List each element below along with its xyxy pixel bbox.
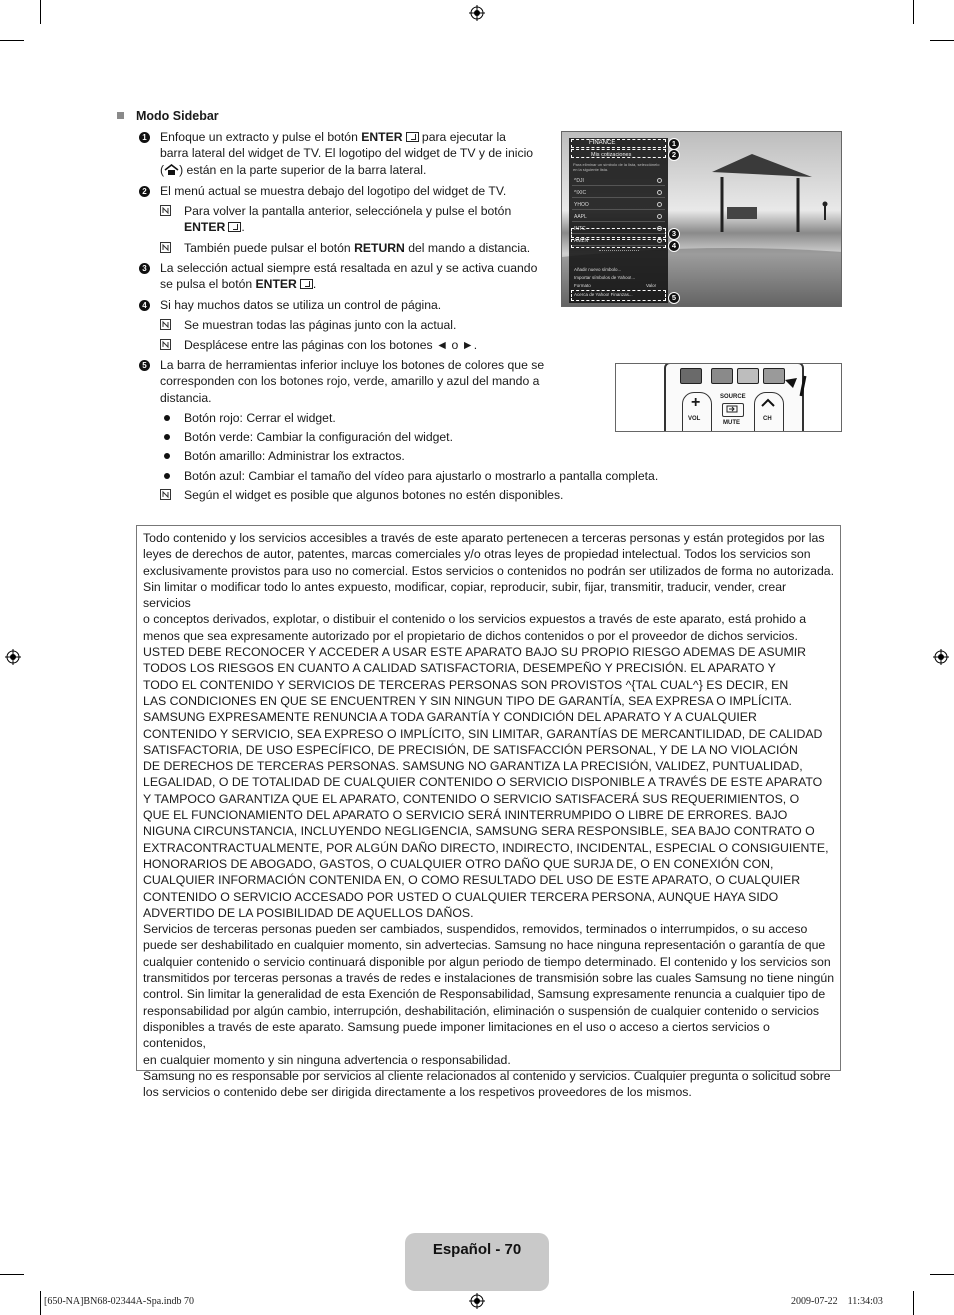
step-4-text: Si hay muchos datos se utiliza un control de página.	[160, 298, 442, 312]
crop-mark	[40, 0, 41, 24]
pointer-arrow-icon	[783, 370, 813, 400]
color-button-green[interactable]	[711, 368, 733, 384]
vol-label: VOL	[688, 416, 701, 422]
note-icon	[160, 339, 171, 350]
registration-mark-icon	[933, 649, 949, 665]
disclaimer-line: DE DERECHOS DE TERCERAS PERSONAS. SAMSUNG NO GARANTIZA LA PRECISIÓN, VALIDEZ, PUNTUALIDAD,	[143, 759, 803, 774]
stock-row[interactable]: ^DJI	[572, 176, 665, 186]
disclaimer-line: CONTENIDO O SERVICIO ACCESADO POR USTED O CUALQUIER TERCERA PERSONA, AUNQUE HAYA SIDO	[143, 889, 779, 904]
stock-row[interactable]: YHOO	[572, 200, 665, 210]
stock-row[interactable]: ^IXIC	[572, 188, 665, 198]
disclaimer-line: LEGALIDAD, O DE TOTALIDAD DE CUALQUIER CONTENIDO O SERVICIO DISPONIBLE A TRAVÉS DE ESTE APARATO	[143, 775, 823, 790]
disclaimer-text	[143, 530, 835, 1100]
remote-control-illustration	[615, 363, 842, 432]
square-bullet-icon	[117, 112, 124, 119]
crop-mark	[0, 40, 24, 41]
callout-number: 5	[668, 292, 680, 304]
disclaimer-line: QUE EL FUNCIONAMIENTO DEL APARATO O SERVICIO SERÁ ININTERRUMPIDO O LIBRE DE ERRORES. BAJO	[143, 808, 788, 823]
status-icon	[657, 214, 662, 219]
callout-number: 3	[668, 228, 680, 240]
crop-mark	[930, 1274, 954, 1275]
menu-value: Valor	[646, 283, 657, 288]
plus-icon: +	[691, 394, 701, 411]
highlight-box	[571, 149, 666, 158]
subheader: Mis cotizaciones	[591, 152, 632, 158]
disclaimer-line: transmitidos por terceras personas a través de redes e instalaciones de transmisión sobre las cuales Samsung no tiene ningún	[143, 971, 835, 986]
bullet-icon	[164, 415, 170, 421]
disclaimer-line: TODOS LOS RIESGOS EN CUANTO A CALIDAD SATISFACTORIA, DESEMPEÑO Y PRECISIÓN. EL APARATO Y	[143, 661, 776, 676]
callout-number: 4	[668, 240, 680, 252]
color-button-blue[interactable]	[763, 368, 785, 384]
disclaimer-line: los servicios o contenido debe ser dirigida directamente a los respetivos proveedores de los mismos.	[143, 1085, 692, 1100]
disclaimer-line: USTED DEBE RECONOCER Y ACCEDER A USAR ESTE APARATO BAJO SU PROPIO RIESGO ADEMAS DE ASUMIR	[143, 645, 807, 660]
highlight-box	[571, 139, 666, 148]
crop-mark	[913, 1291, 914, 1315]
disclaimer-line: Y TAMPOCO GARANTIZA QUE EL APARATO, CONTENIDO O SERVICIO SATISFACERÁ SUS REQUERIMIENTOS, O	[143, 791, 800, 806]
step-number: 1	[139, 132, 150, 143]
disclaimer-line: ADVERTIDO DE LA POSIBILIDAD DE AQUELLOS DAÑOS.	[143, 905, 474, 920]
menu-item[interactable]: Añadir nuevo símbolo...	[574, 267, 622, 272]
stock-row[interactable]: INTC	[572, 224, 665, 234]
disclaimer-line: TODO EL CONTENIDO Y SERVICIOS DE TERCERAS PERSONAS SON PROVISTOS ^{TAL CUAL^} ES DECIR, EN	[143, 677, 789, 692]
section-heading: Modo Sidebar	[117, 109, 219, 123]
crop-mark	[40, 1291, 41, 1315]
enter-icon	[228, 222, 241, 232]
disclaimer-line: SATISFACTORIA, DE USO ESPECÍFICO, DE PRECISIÓN, DE SATISFACCIÓN PERSONAL, Y DE LA NO VIOLACIÓN	[143, 742, 798, 757]
bullet-icon	[164, 473, 170, 479]
disclaimer-line: disponibles a través de este aparato. Samsung puede imponer limitaciones en el uso o acceso a ciertos servicios o contenidos,	[143, 1019, 770, 1051]
disclaimer-line: o conceptos derivados, explotar, o distibuir el contenido o los servicios expuestos a través de este aparato, está prohido a	[143, 612, 807, 627]
disclaimer-line: CUALQUIER INFORMACIÓN CONTENIDA EN, O COMO RESULTADO DEL USO DE ESTE APARATO, O CUALQUIER	[143, 873, 801, 888]
registration-mark-icon	[469, 5, 485, 21]
crop-mark	[0, 1274, 24, 1275]
imprint-datetime: 2009-07-22 11:34:03	[791, 1296, 883, 1307]
disclaimer-paragraph	[143, 921, 835, 1068]
mute-label[interactable]: MUTE	[723, 420, 740, 426]
status-icon	[657, 202, 662, 207]
step-number: 4	[139, 300, 150, 311]
color-button-yellow[interactable]	[737, 368, 759, 384]
disclaimer-paragraph	[143, 1068, 835, 1101]
enter-icon	[406, 132, 419, 142]
highlight-box	[571, 228, 666, 238]
disclaimer-line: SAMSUNG EXPRESAMENTE RENUNCIA A TODA GARANTÍA Y CONDICIÓN DEL APARATO Y A CUALQUIER	[143, 710, 757, 725]
widget-sidebar	[569, 138, 668, 303]
disclaimer-line: cualquier contenido o servicio continuará disponible por algun periodo de tiempo determinado. El contenido y los servicios son	[143, 954, 831, 969]
status-icon	[657, 178, 662, 183]
chevron-up-icon	[761, 398, 775, 408]
color-button-red[interactable]	[680, 368, 702, 384]
step-5-text: La barra de herramientas inferior incluye los botones de colores que se corresponden con los botones rojo, verde, amarillo y azul del mando a distancia.	[160, 358, 545, 405]
step-2-text: El menú actual se muestra debajo del logotipo del widget de TV.	[160, 184, 507, 198]
disclaimer-line: menos que sea expresamente autorizado por el propietario de dichos contenidos o por el proveedor de dichos servicios.	[143, 628, 798, 643]
bullet-icon	[164, 453, 170, 459]
ch-label: CH	[763, 416, 772, 422]
page-label: Español - 70	[432, 1241, 522, 1258]
disclaimer-line: exclusivamente provistos para uso no comercial. Estos servicios o contenidos no podrán ser utilizados de forma no autorizada.	[143, 563, 835, 578]
callout-number: 2	[668, 149, 680, 161]
stock-row[interactable]: AAPL	[572, 212, 665, 222]
menu-item[interactable]: Formato	[574, 283, 591, 288]
bullet-text: Botón amarillo: Administrar los extractos.	[184, 449, 405, 463]
disclaimer-line: leyes de derechos de autor, patentes, marcas comerciales y/o otras leyes de propiedad intelectual. Todos los servicios son	[143, 547, 811, 562]
disclaimer-line: responsabilidad por algún cambio, interrupción, deshabilitación, eliminación o suspensión de cualquier contenido o servicios	[143, 1003, 820, 1018]
crop-mark	[930, 40, 954, 41]
stock-row[interactable]: AMZN	[572, 236, 665, 246]
disclaimer-line: CONTENIDO Y SERVICIO, SEA EXPRESO O IMPLÍCITO, SIN LIMITAR, GARANTÍAS DE MERCANTILIDAD, DE CALIDAD	[143, 726, 823, 741]
disclaimer-line: Todo contenido y los servicios accesibles a través de este aparato pertenecen a terceras personas y están protegidos por las	[143, 531, 825, 545]
step-number: 3	[139, 263, 150, 274]
disclaimer-line: puede ser deshabilitado en cualquier momento, sin advertecias. Samsung no hace ninguna representación o garantía de que	[143, 938, 826, 953]
note-text: Para volver la pantalla anterior, selecciónela y pulse el botón ENTER .	[184, 204, 512, 235]
note-text: También puede pulsar el botón RETURN del mando a distancia.	[184, 241, 531, 255]
note-icon	[160, 489, 171, 500]
bullet-icon	[164, 434, 170, 440]
note-text: Desplácese entre las páginas con los botones ◄ o ►.	[184, 338, 478, 352]
disclaimer-line: HONORARIOS DE ABOGADO, GASTOS, O CUALQUIER OTRO DAÑO QUE SURJA DE, O EN CONEXIÓN CON,	[143, 856, 774, 871]
tv-sidebar-screenshot	[561, 131, 842, 307]
highlight-box	[571, 239, 666, 248]
disclaimer-line: EXTRACONTRACTUALMENTE, POR ALGÚN DAÑO DIRECTO, INDIRECTO, INCIDENTAL, ESPECIAL O CONSIGUIENTE,	[143, 840, 829, 855]
enter-icon	[300, 279, 313, 289]
note-icon	[160, 319, 171, 330]
note-icon	[160, 205, 171, 216]
description: Para eliminar un símbolo de la lista, selecciónelo en la siguiente lista.	[573, 162, 660, 172]
disclaimer-line: Sin limitar o modificar todo lo antes expuesto, modificar, copiar, reproducir, subir, fijar, transmitir, traducir, vender, crear servicios	[143, 579, 787, 611]
disclaimer-line: NIGUNA CIRCUNSTANCIA, INCLUYENDO NEGLIGENCIA, SAMSUNG SERA RESPONSIBLE, SEA BAJO CONTRATO O	[143, 824, 815, 839]
callout-number: 1	[668, 138, 680, 150]
bullet-text: Botón verde: Cambiar la configuración del widget.	[184, 430, 453, 444]
status-icon	[657, 190, 662, 195]
disclaimer-paragraph	[143, 530, 835, 921]
disclaimer-line: en cualquier momento y sin ninguna advertencia o responsabilidad.	[143, 1052, 511, 1067]
page-control[interactable]	[599, 250, 639, 255]
registration-mark-icon	[5, 649, 21, 665]
bullet-text: Botón azul: Cambiar el tamaño del vídeo para ajustarlo o mostrarlo a pantalla completa.	[184, 469, 659, 483]
step-number: 2	[139, 186, 150, 197]
menu-item[interactable]: Acerca de Yahoo! Finanzas...	[574, 292, 633, 297]
step-1-text: Enfoque un extracto y pulse el botón ENTER para ejecutar la barra lateral del widget de TV. El logotipo del widget de TV y de inicio ( ) están en la parte superior de la barra lateral.	[160, 130, 534, 177]
crop-mark	[913, 0, 914, 24]
disclaimer-line: Servicios de terceras personas pueden ser cambiados, suspendidos, removidos, terminados o interrumpidos, o su acceso	[143, 922, 808, 937]
menu-item[interactable]: Importar símbolos de Yahoo!...	[574, 275, 636, 280]
note-text: Se muestran todas las páginas junto con la actual.	[184, 318, 457, 332]
step-3-text: La selección actual siempre está resaltada en azul y se activa cuando se pulsa el botón ENTER .	[160, 261, 538, 292]
source-icon	[726, 405, 738, 413]
note-text: Según el widget es posible que algunos botones no estén disponibles.	[184, 488, 564, 502]
disclaimer-line: Samsung no es responsable por servicios al cliente relacionados al contenido y servicios. Cualquier pregunta o solicitud sobre	[143, 1068, 831, 1083]
note-icon	[160, 242, 171, 253]
finance-header: FINANCE	[589, 140, 616, 146]
bullet-text: Botón rojo: Cerrar el widget.	[184, 411, 336, 425]
disclaimer-line: LAS CONDICIONES EN QUE SE ENCUENTREN Y SIN NINGUN TIPO DE GARANTÍA, SEA EXPRESA O IMPLÍCITA.	[143, 693, 792, 708]
step-number: 5	[139, 360, 150, 371]
disclaimer-line: control. Sin limitar la generalidad de esta Exención de Responsabilidad, Samsung expresamente renuncia a cualquier tipo de	[143, 987, 826, 1002]
registration-mark-icon	[469, 1293, 485, 1309]
imprint-file: [650-NA]BN68-02344A-Spa.indb 70	[44, 1296, 194, 1307]
source-label: SOURCE	[720, 394, 746, 400]
highlight-box	[571, 290, 666, 301]
home-icon	[164, 164, 179, 175]
